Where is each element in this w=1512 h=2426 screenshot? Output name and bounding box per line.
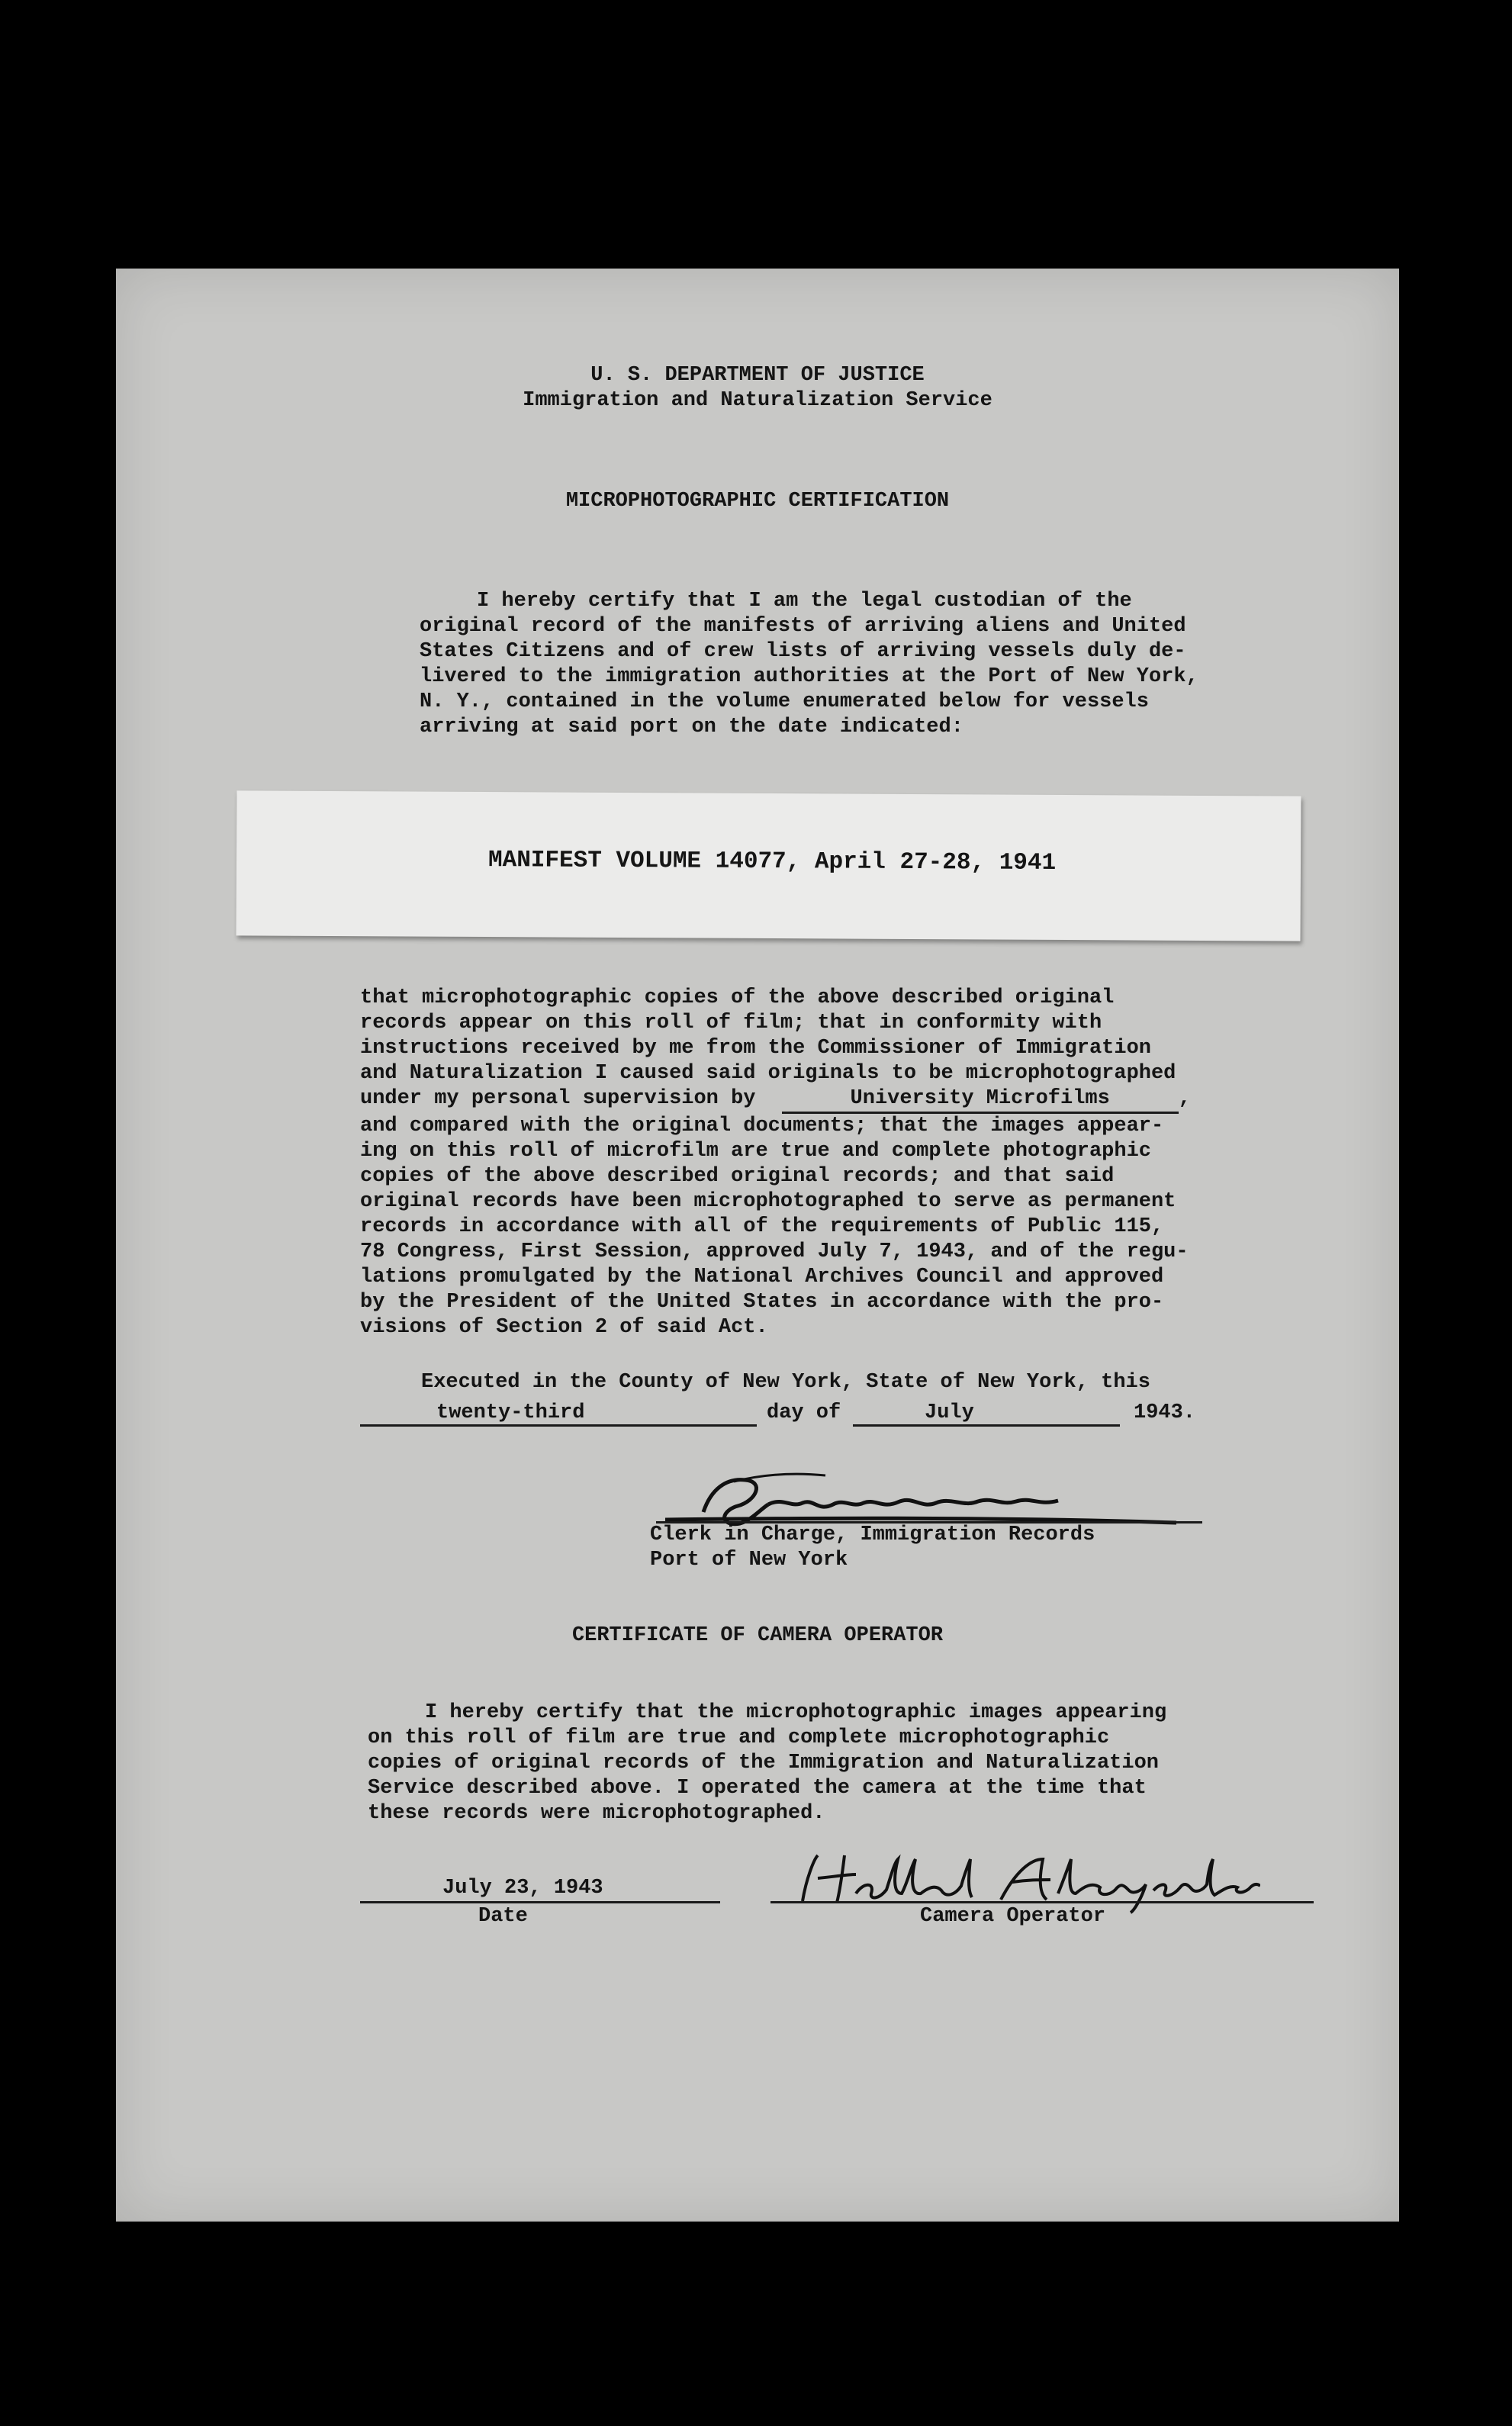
camera-line: I hereby certify that the microphotographic images appearing (425, 1701, 1167, 1724)
date-label: Date (478, 1905, 528, 1928)
body-line: visions of Section 2 of said Act. (360, 1316, 768, 1339)
body-line: instructions received by me from the Commissioner of Immigration (360, 1037, 1151, 1060)
department-heading: U. S. DEPARTMENT OF JUSTICE (590, 364, 925, 387)
camera-operator-title: CERTIFICATE OF CAMERA OPERATOR (571, 1624, 944, 1647)
intro-line: I hereby certify that I am the legal custodian of the (477, 590, 1132, 613)
intro-line: original record of the manifests of arriving aliens and United (420, 615, 1186, 638)
body-line: ing on this roll of microfilm are true and complete photographic (360, 1140, 1151, 1163)
body-paragraph (360, 986, 1306, 1340)
camera-line: these records were microphotographed. (368, 1802, 825, 1825)
body-line: and compared with the original documents; that the images appear- (360, 1115, 1164, 1137)
clerk-title-line2: Port of New York (650, 1549, 848, 1572)
body-line: lations promulgated by the National Archives Council and approved (360, 1266, 1164, 1289)
body-line: 78 Congress, First Session, approved July 7, 1943, and of the regu- (360, 1240, 1189, 1263)
executed-line: Executed in the County of New York, State of New York, this (421, 1371, 1150, 1394)
year-value: 1943. (1134, 1401, 1196, 1424)
day-underline (360, 1424, 757, 1427)
operator-signature-line (770, 1901, 1314, 1903)
camera-line: Service described above. I operated the camera at the time that (368, 1777, 1147, 1800)
body-line: copies of the above described original records; and that said (360, 1165, 1115, 1188)
body-line: that microphotographic copies of the above described original (360, 986, 1115, 1009)
supervision-label: under my personal supervision by (360, 1087, 756, 1110)
manifest-strip (236, 790, 1301, 941)
camera-line: on this roll of film are true and complete microphotographic (368, 1726, 1110, 1749)
day-value: twenty-third (436, 1401, 585, 1424)
intro-line: livered to the immigration authorities at the Port of New York, (420, 665, 1198, 688)
certification-title: MICROPHOTOGRAPHIC CERTIFICATION (565, 490, 950, 513)
supervisor-name: University Microfilms (850, 1087, 1110, 1110)
intro-line: States Citizens and of crew lists of arriving vessels duly de- (420, 640, 1186, 663)
month-underline (853, 1424, 1120, 1427)
intro-line: arriving at said port on the date indicated: (420, 716, 963, 738)
month-value: July (925, 1401, 974, 1424)
body-line: and Naturalization I caused said originals to be microphotographed (360, 1062, 1176, 1085)
body-line: by the President of the United States in accordance with the pro- (360, 1291, 1164, 1314)
clerk-title-line1: Clerk in Charge, Immigration Records (650, 1523, 1095, 1546)
body-line: original records have been microphotographed to serve as permanent (360, 1190, 1176, 1213)
intro-paragraph (420, 589, 1335, 740)
supervisor-name-field (782, 1086, 1179, 1114)
body-line: records appear on this roll of film; that in conformity with (360, 1012, 1102, 1034)
certificate-page (116, 269, 1399, 2222)
body-line: records in accordance with all of the requirements of Public 115, (360, 1215, 1164, 1238)
operator-label: Camera Operator (920, 1905, 1106, 1928)
service-heading: Immigration and Naturalization Service (523, 389, 992, 412)
date-value: July 23, 1943 (442, 1877, 603, 1900)
day-label: day of (767, 1401, 841, 1424)
camera-line: copies of original records of the Immigration and Naturalization (368, 1752, 1159, 1774)
manifest-volume-label: MANIFEST VOLUME 14077, April 27-28, 1941 (487, 847, 1057, 877)
body-line: under my personal supervision by University Microfilms , (360, 1086, 1306, 1114)
intro-line: N. Y., contained in the volume enumerated below for vessels (420, 690, 1149, 713)
camera-paragraph (368, 1700, 1314, 1826)
date-underline (360, 1901, 720, 1903)
